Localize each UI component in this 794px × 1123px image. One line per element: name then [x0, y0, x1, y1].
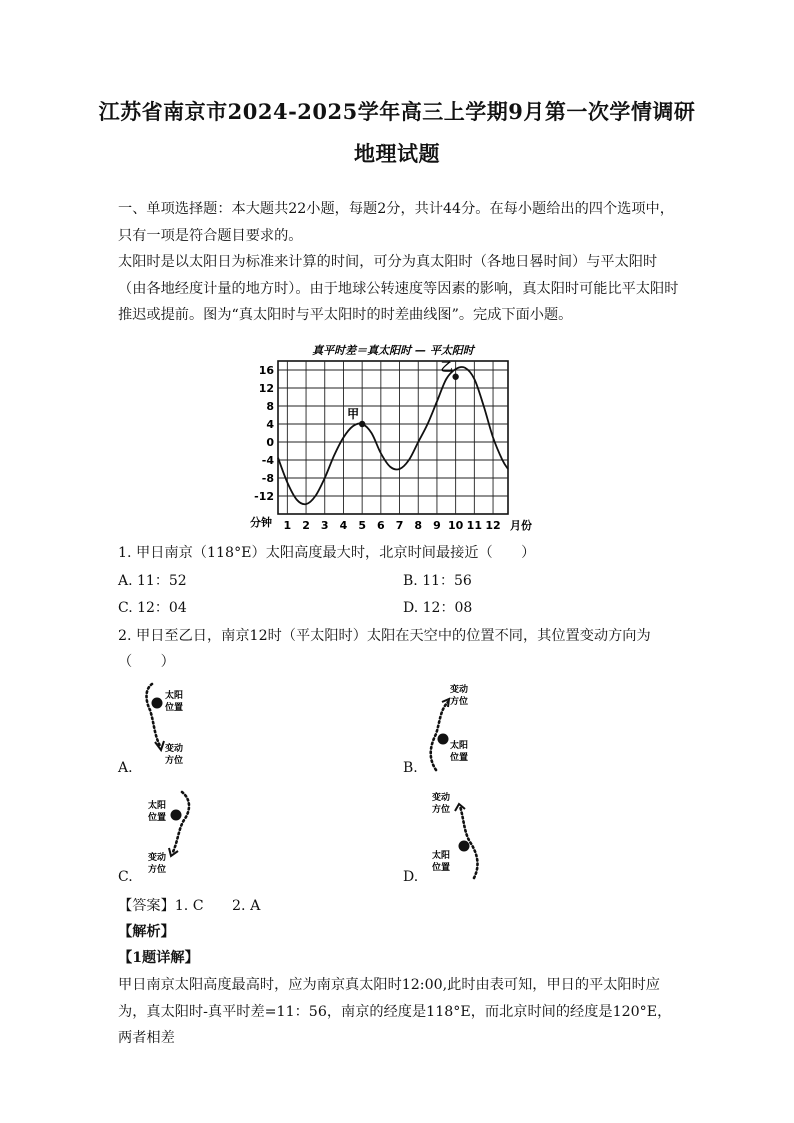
section-header: 一、单项选择题：本大题共22小题，每题2分，共计44分。在每小题给出的四个选项中，只有一项是符合题目要求的。	[118, 201, 674, 244]
sun-position-label: 太阳	[450, 741, 469, 751]
analysis-header: 【解析】	[118, 924, 175, 940]
direction-label: 变动	[432, 793, 451, 803]
sun-position-label: 太阳	[432, 851, 451, 861]
y-tick-label: -4	[261, 454, 274, 467]
x-tick-label: 2	[302, 519, 310, 532]
point-marker	[452, 374, 458, 380]
x-tick-label: 4	[339, 519, 348, 532]
sun-position-label: 太阳	[165, 691, 184, 701]
answer-line: 【答案】1. C 2. A	[118, 898, 261, 914]
x-tick-label: 6	[377, 519, 385, 532]
point-marker	[359, 421, 365, 427]
x-tick-label: 8	[414, 519, 423, 532]
detail-header: 【1题详解】	[118, 950, 199, 966]
y-tick-label: 8	[266, 400, 274, 413]
svg-text:位置: 位置	[432, 863, 451, 873]
document-subtitle: 地理试题	[354, 141, 440, 166]
q2-stem-line2: （ ）	[118, 654, 175, 670]
time-difference-chart	[246, 336, 546, 536]
y-axis-label: 分钟	[250, 516, 272, 529]
q1-option-a: A. 11：52	[118, 573, 187, 589]
direction-label: 变动	[450, 685, 469, 695]
x-tick-label: 12	[485, 519, 501, 532]
q1-stem: 1. 甲日南京（118°E）太阳高度最大时，北京时间最接近（ ）	[118, 545, 536, 561]
detail-text: 甲日南京太阳高度最高时，应为南京真太阳时12:00,此时由表可知，甲日的平太阳时应为，真太阳时-真平时差=11：56，南京的经度是118°E，而北京时间的经度是120°E，两者相差	[118, 977, 672, 1046]
svg-text:位置: 位置	[165, 703, 184, 713]
document-title: 江苏省南京市2024-2025学年高三上学期9月第一次学情调研	[98, 99, 696, 124]
x-tick-label: 11	[466, 519, 482, 532]
point-label: 甲	[347, 407, 360, 421]
time-difference-curve	[278, 367, 508, 504]
y-tick-label: -12	[254, 490, 274, 503]
q2-figure-c	[140, 788, 200, 884]
q2-option-c: C.	[118, 869, 133, 885]
q1-option-c: C. 12：04	[118, 600, 187, 616]
y-tick-label: 12	[258, 382, 274, 395]
x-axis-label: 月份	[510, 519, 532, 532]
x-tick-label: 5	[358, 519, 366, 532]
question-intro: 太阳时是以太阳日为标准来计算的时间，可分为真太阳时（各地日晷时间）与平太阳时（由各地经度计量的地方时）。由于地球公转速度等因素的影响，真太阳时可能比平太阳时推迟或提前。图为“真太阳时与平太阳时的时差曲线图”。完成下面小题。	[118, 254, 679, 323]
svg-text:方位: 方位	[148, 865, 167, 875]
q2-option-d: D.	[403, 869, 419, 885]
q2-stem-line1: 2. 甲日至乙日，南京12时（平太阳时）太阳在天空中的位置不同，其位置变动方向为	[118, 628, 651, 644]
q2-figure-d	[424, 788, 484, 884]
svg-text:位置: 位置	[148, 813, 167, 823]
chart-title: 真平时差＝真太阳时 — 平太阳时	[312, 344, 474, 357]
direction-label: 变动	[165, 744, 184, 754]
x-tick-label: 10	[447, 519, 464, 532]
direction-label: 变动	[148, 853, 167, 863]
x-tick-label: 7	[395, 519, 404, 532]
q2-option-b: B.	[403, 760, 418, 776]
svg-text:方位: 方位	[432, 805, 451, 815]
y-tick-label: 16	[258, 364, 274, 377]
y-tick-label: -8	[261, 472, 274, 485]
x-tick-label: 9	[433, 519, 441, 532]
y-tick-label: 0	[266, 436, 274, 449]
y-tick-label: 4	[266, 418, 274, 431]
x-tick-label: 3	[320, 519, 329, 532]
q2-figure-a	[140, 680, 200, 776]
plot-frame	[278, 361, 508, 514]
q2-option-a: A.	[118, 760, 133, 776]
q1-option-d: D. 12：08	[403, 600, 473, 616]
q1-option-b: B. 11：56	[403, 573, 472, 589]
x-tick-label: 1	[283, 519, 292, 532]
svg-text:方位: 方位	[165, 756, 184, 766]
sun-position-label: 太阳	[148, 801, 167, 811]
svg-text:方位: 方位	[450, 697, 469, 707]
svg-text:位置: 位置	[450, 753, 469, 763]
point-label: 乙	[440, 359, 453, 374]
q2-figure-b	[424, 680, 484, 776]
